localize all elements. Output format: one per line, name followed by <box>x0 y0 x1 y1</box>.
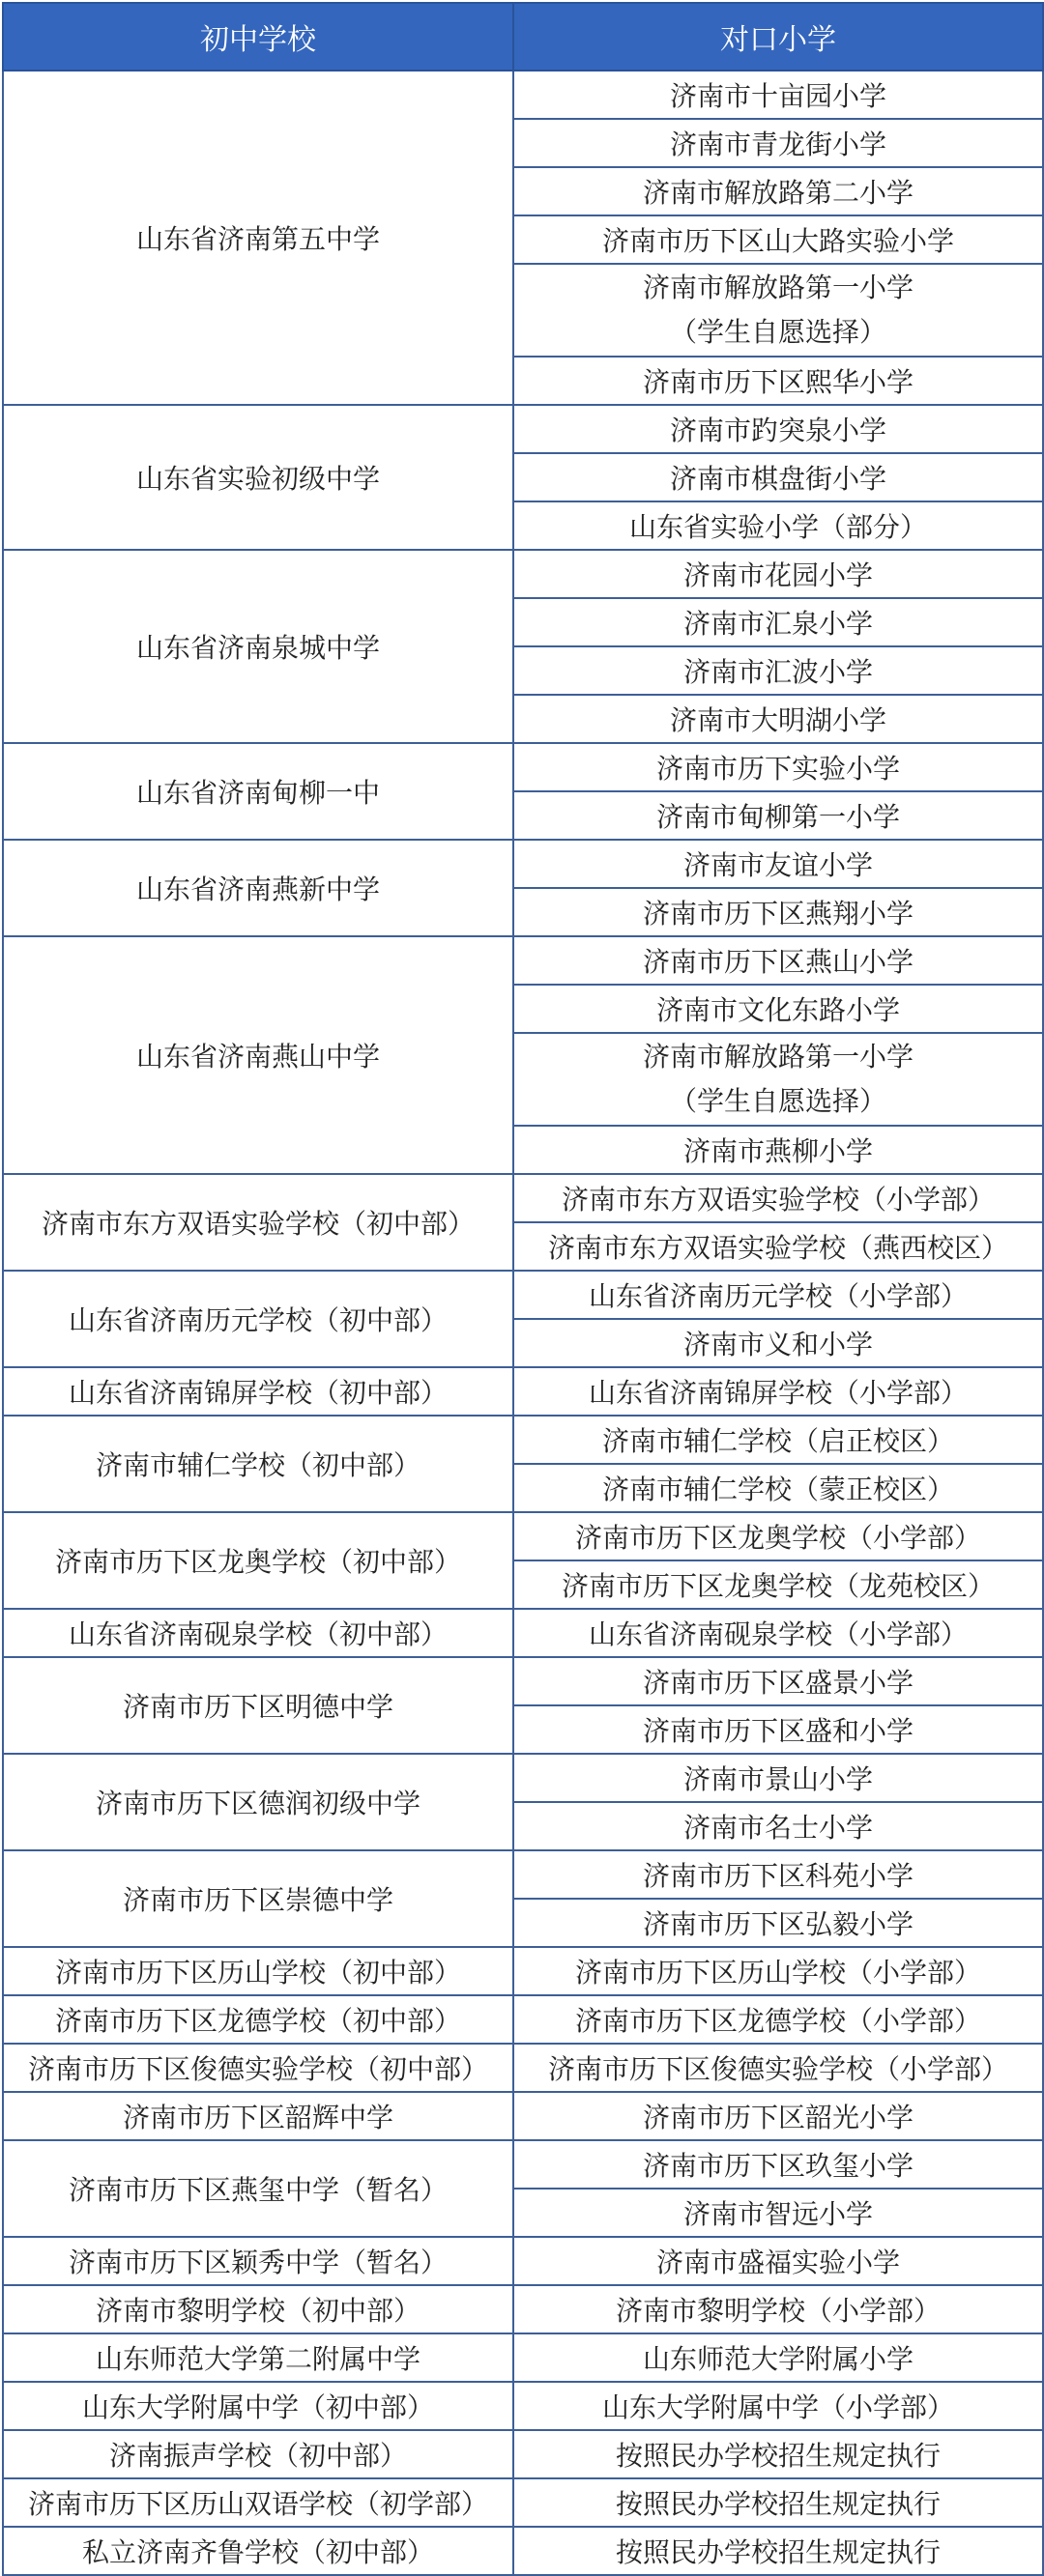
primary-school-cell <box>513 1609 1043 1657</box>
primary-school-name: 济南市历下区山大路实验小学 <box>601 225 954 257</box>
primary-school-cell <box>513 119 1043 167</box>
primary-school-name: 济南市智远小学 <box>682 2198 873 2230</box>
primary-school-name: 济南市十亩园小学 <box>669 80 886 112</box>
table-row <box>3 2333 1043 2382</box>
table-row <box>3 743 1043 791</box>
primary-school-cell <box>513 2333 1043 2382</box>
primary-school-cell <box>513 215 1043 264</box>
primary-school-cell <box>513 550 1043 598</box>
primary-school-name: 济南市历下区玖玺小学 <box>642 2150 914 2182</box>
table-row <box>3 1947 1043 1995</box>
primary-school-name: 山东省济南砚泉学校（小学部） <box>588 1618 968 1650</box>
middle-school-cell: 济南市历下区崇德中学 <box>3 1850 513 1947</box>
primary-school-cell <box>513 1560 1043 1609</box>
middle-school-cell: 山东省实验初级中学 <box>3 405 513 550</box>
table-row <box>3 1271 1043 1319</box>
table-body <box>3 71 1043 2575</box>
middle-school-cell: 济南市辅仁学校（初中部） <box>3 1416 513 1512</box>
primary-school-cell <box>513 2285 1043 2333</box>
primary-school-name: 济南市青龙街小学 <box>669 129 886 160</box>
primary-school-cell <box>513 1464 1043 1512</box>
primary-school-name: 按照民办学校招生规定执行 <box>615 2488 941 2520</box>
primary-school-cell <box>513 936 1043 985</box>
primary-school-name: 济南市历下区韶光小学 <box>642 2102 914 2133</box>
primary-school-name: 济南市历下区弘毅小学 <box>642 1908 914 1940</box>
primary-school-name: 济南市历下区龙德学校（小学部） <box>574 2005 981 2037</box>
primary-school-name: 济南市大明湖小学 <box>669 704 886 736</box>
middle-school-cell: 山东大学附属中学（初中部） <box>3 2382 513 2430</box>
middle-school-cell: 济南市历下区燕玺中学（暂名） <box>3 2140 513 2237</box>
middle-school-cell: 山东省济南燕山中学 <box>3 936 513 1174</box>
primary-school-name: 山东省济南历元学校（小学部） <box>588 1280 968 1312</box>
primary-school-name: 济南市棋盘街小学 <box>669 463 886 495</box>
primary-school-name: 济南市趵突泉小学 <box>669 415 886 446</box>
primary-school-name: 济南市历下区盛景小学 <box>642 1667 914 1699</box>
table-row <box>3 1995 1043 2044</box>
primary-school-name: 济南市历下区燕山小学 <box>642 946 914 978</box>
middle-school-cell: 山东省济南泉城中学 <box>3 550 513 743</box>
primary-school-name: 济南市汇波小学 <box>682 656 873 688</box>
primary-school-name: 济南市名士小学 <box>682 1812 873 1844</box>
primary-school-name: 济南市甸柳第一小学 <box>655 801 900 833</box>
school-assignment-table <box>2 2 1044 2576</box>
primary-school-cell <box>513 1126 1043 1174</box>
primary-school-name: 济南市历下实验小学 <box>655 753 900 785</box>
primary-school-name: 济南市花园小学 <box>682 559 873 591</box>
table-row <box>3 840 1043 888</box>
table-row <box>3 1657 1043 1705</box>
primary-school-cell <box>513 985 1043 1033</box>
table-row <box>3 1367 1043 1416</box>
primary-school-cell <box>513 264 1043 357</box>
primary-school-name: 济南市盛福实验小学 <box>655 2247 900 2278</box>
primary-school-cell <box>513 2044 1043 2092</box>
middle-school-cell: 济南市历下区俊德实验学校（初中部） <box>3 2044 513 2092</box>
primary-school-name: 按照民办学校招生规定执行 <box>615 2536 941 2568</box>
primary-school-name: 济南市历下区燕翔小学 <box>642 898 914 930</box>
table-row <box>3 936 1043 985</box>
primary-school-name: 济南市解放路第二小学 <box>642 177 914 209</box>
primary-school-name: 济南市历下区盛和小学 <box>642 1715 914 1747</box>
header-primary-school: 对口小学 <box>513 3 1043 71</box>
primary-school-name: 济南市解放路第一小学 <box>642 1041 914 1073</box>
table-row <box>3 550 1043 598</box>
primary-school-name: 济南市历下区科苑小学 <box>642 1860 914 1892</box>
primary-school-cell <box>513 1995 1043 2044</box>
middle-school-cell: 济南市历下区历山双语学校（初学部） <box>3 2478 513 2527</box>
middle-school-cell: 山东省济南甸柳一中 <box>3 743 513 840</box>
primary-school-name: 济南市义和小学 <box>682 1329 873 1360</box>
primary-school-name: 济南市历下区历山学校（小学部） <box>574 1957 981 1989</box>
middle-school-cell: 济南市历下区龙奥学校（初中部） <box>3 1512 513 1609</box>
table-row <box>3 2285 1043 2333</box>
middle-school-cell: 济南市黎明学校（初中部） <box>3 2285 513 2333</box>
middle-school-cell: 济南振声学校（初中部） <box>3 2430 513 2478</box>
middle-school-cell: 山东省济南锦屏学校（初中部） <box>3 1367 513 1416</box>
primary-school-cell <box>513 2430 1043 2478</box>
middle-school-cell: 山东省济南砚泉学校（初中部） <box>3 1609 513 1657</box>
primary-school-cell <box>513 2189 1043 2237</box>
primary-school-cell <box>513 1947 1043 1995</box>
table-row <box>3 1174 1043 1222</box>
primary-school-cell <box>513 1174 1043 1222</box>
table-row <box>3 1609 1043 1657</box>
primary-school-cell <box>513 1222 1043 1271</box>
primary-school-cell <box>513 357 1043 405</box>
primary-school-cell <box>513 2237 1043 2285</box>
primary-school-cell <box>513 1271 1043 1319</box>
primary-school-name: 济南市黎明学校（小学部） <box>615 2295 941 2327</box>
primary-school-cell <box>513 888 1043 936</box>
primary-school-name: 济南市辅仁学校（蒙正校区） <box>601 1474 954 1505</box>
table-row <box>3 71 1043 119</box>
header-middle-school: 初中学校 <box>3 3 513 71</box>
table-row <box>3 2527 1043 2575</box>
primary-school-cell <box>513 695 1043 743</box>
primary-school-cell <box>513 1850 1043 1899</box>
middle-school-cell: 济南市东方双语实验学校（初中部） <box>3 1174 513 1271</box>
primary-school-name: 济南市历下区龙奥学校（小学部） <box>574 1522 981 1554</box>
table-row <box>3 1512 1043 1560</box>
middle-school-cell: 济南市历下区德润初级中学 <box>3 1754 513 1850</box>
primary-school-cell <box>513 2092 1043 2140</box>
primary-school-name: （学生自愿选择） <box>669 1085 886 1117</box>
primary-school-name: 济南市辅仁学校（启正校区） <box>601 1425 954 1457</box>
primary-school-name: 济南市汇泉小学 <box>682 608 873 640</box>
primary-school-name: （学生自愿选择） <box>669 316 886 348</box>
middle-school-cell: 山东省济南燕新中学 <box>3 840 513 936</box>
primary-school-name: 济南市历下区俊德实验学校（小学部） <box>547 2053 1008 2085</box>
primary-school-cell <box>513 453 1043 501</box>
table-row <box>3 2092 1043 2140</box>
primary-school-name: 按照民办学校招生规定执行 <box>615 2440 941 2472</box>
middle-school-cell: 济南市历下区历山学校（初中部） <box>3 1947 513 1995</box>
primary-school-name: 济南市景山小学 <box>682 1763 873 1795</box>
table-row <box>3 2430 1043 2478</box>
table-row <box>3 1416 1043 1464</box>
table-row <box>3 2382 1043 2430</box>
table-row <box>3 2044 1043 2092</box>
middle-school-cell: 私立济南齐鲁学校（初中部） <box>3 2527 513 2575</box>
middle-school-cell: 济南市历下区颖秀中学（暂名） <box>3 2237 513 2285</box>
primary-school-name: 济南市东方双语实验学校（小学部） <box>561 1184 995 1216</box>
primary-school-name: 济南市历下区龙奥学校（龙苑校区） <box>561 1570 995 1602</box>
table-row <box>3 2140 1043 2189</box>
middle-school-cell: 山东省济南历元学校（初中部） <box>3 1271 513 1367</box>
table-row <box>3 2478 1043 2527</box>
primary-school-cell <box>513 791 1043 840</box>
primary-school-cell <box>513 743 1043 791</box>
primary-school-cell <box>513 71 1043 119</box>
primary-school-cell <box>513 1033 1043 1126</box>
primary-school-cell <box>513 646 1043 695</box>
primary-school-cell <box>513 840 1043 888</box>
primary-school-cell <box>513 1512 1043 1560</box>
primary-school-name: 济南市燕柳小学 <box>682 1135 873 1167</box>
middle-school-cell: 济南市历下区韶辉中学 <box>3 2092 513 2140</box>
primary-school-name: 济南市友谊小学 <box>682 849 873 881</box>
primary-school-cell <box>513 2382 1043 2430</box>
primary-school-cell <box>513 1899 1043 1947</box>
primary-school-cell <box>513 1319 1043 1367</box>
primary-school-cell <box>513 2478 1043 2527</box>
primary-school-cell <box>513 1657 1043 1705</box>
header-row <box>3 3 1043 71</box>
primary-school-cell <box>513 1754 1043 1802</box>
table-row <box>3 1754 1043 1802</box>
primary-school-name: 济南市解放路第一小学 <box>642 272 914 303</box>
middle-school-cell: 山东省济南第五中学 <box>3 71 513 405</box>
primary-school-name: 山东师范大学附属小学 <box>642 2343 914 2375</box>
table-row <box>3 405 1043 453</box>
primary-school-cell <box>513 167 1043 215</box>
primary-school-cell <box>513 405 1043 453</box>
primary-school-cell <box>513 1416 1043 1464</box>
primary-school-cell <box>513 2527 1043 2575</box>
primary-school-name: 济南市文化东路小学 <box>655 994 900 1026</box>
primary-school-cell <box>513 1802 1043 1850</box>
middle-school-cell: 济南市历下区龙德学校（初中部） <box>3 1995 513 2044</box>
primary-school-cell <box>513 1367 1043 1416</box>
primary-school-name: 山东省济南锦屏学校（小学部） <box>588 1377 968 1409</box>
table-row <box>3 2237 1043 2285</box>
primary-school-cell <box>513 598 1043 646</box>
middle-school-cell: 济南市历下区明德中学 <box>3 1657 513 1754</box>
primary-school-cell <box>513 1705 1043 1754</box>
primary-school-cell <box>513 2140 1043 2189</box>
table-row <box>3 1850 1043 1899</box>
primary-school-name: 山东大学附属中学（小学部） <box>601 2391 954 2423</box>
primary-school-name: 济南市东方双语实验学校（燕西校区） <box>547 1232 1008 1264</box>
primary-school-cell <box>513 501 1043 550</box>
middle-school-cell: 山东师范大学第二附属中学 <box>3 2333 513 2382</box>
primary-school-name: 济南市历下区熙华小学 <box>642 366 914 398</box>
primary-school-name: 山东省实验小学（部分） <box>628 511 927 543</box>
